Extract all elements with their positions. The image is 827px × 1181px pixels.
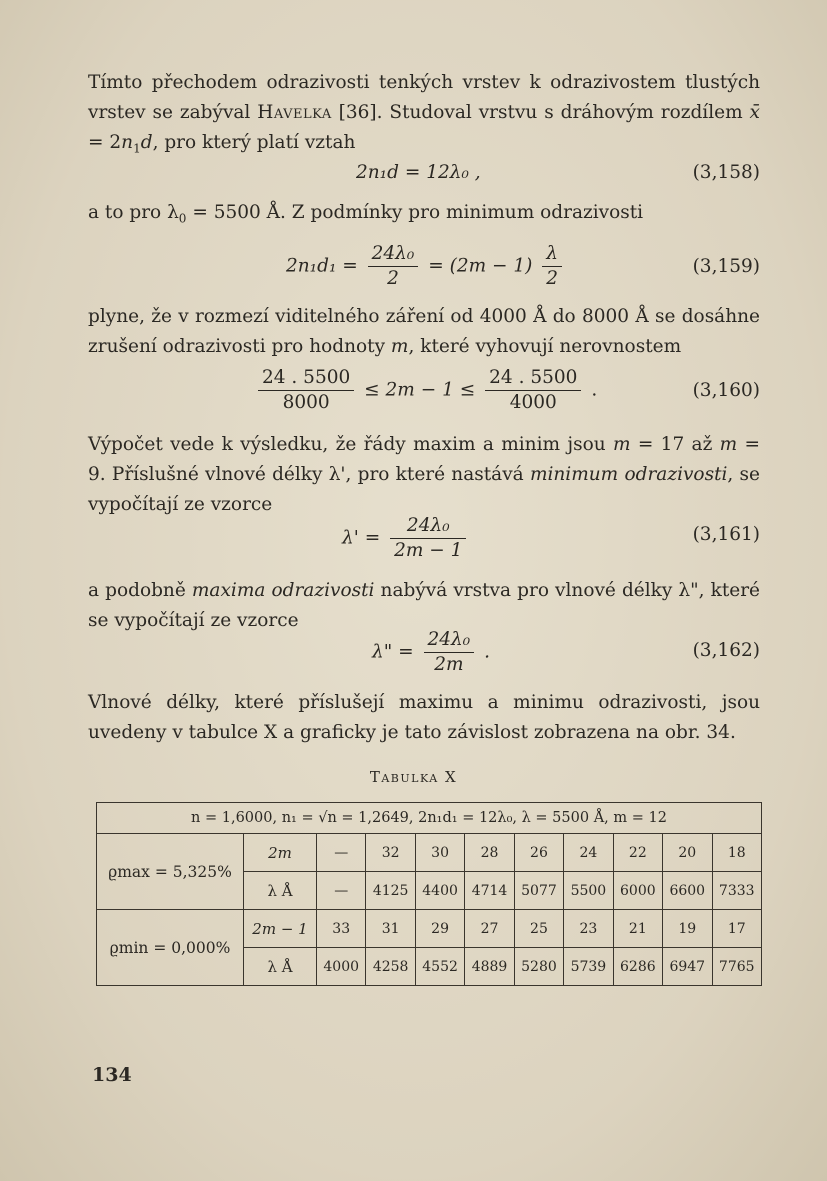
table-cell: 22 — [613, 834, 662, 872]
p2-text: a to pro λ — [88, 202, 179, 223]
table-cell: 17 — [712, 910, 762, 948]
table-cell: 6286 — [613, 948, 662, 986]
p1-xbar: x̄ — [749, 102, 760, 123]
table-cell: 29 — [415, 910, 464, 948]
paragraph-4 — [88, 430, 760, 520]
p4-italic: minimum odrazivosti — [529, 464, 728, 485]
table-cell: 7333 — [712, 872, 762, 910]
p1-text-a: Tímto přechodem odrazivosti tenkých vrstev k odrazivostem tlustých vrstev se zabýval — [88, 72, 760, 123]
table-cell: 4000 — [317, 948, 366, 986]
table-cell: 5739 — [564, 948, 613, 986]
eq160-number: (3,160) — [692, 380, 760, 401]
table-cell: 6000 — [613, 872, 662, 910]
eq160-tail: . — [591, 379, 598, 401]
p1-text-b: [36]. Studoval vrstvu s dráhovým rozdílem — [331, 102, 750, 123]
eq162-tail: . — [484, 641, 490, 663]
table-cell: 4552 — [415, 948, 464, 986]
p4-text-d: , se vypočítají ze vzorce — [88, 464, 760, 515]
table-cell: 4889 — [465, 948, 514, 986]
table-header-row — [97, 803, 762, 834]
p2-rest: = 5500 Å. Z podmínky pro minimum odrazivosti — [186, 202, 644, 223]
eq159-num2: λ — [542, 242, 562, 267]
equation-3-161 — [88, 514, 760, 570]
table-cell: 4400 — [415, 872, 464, 910]
table-cell: 5077 — [514, 872, 563, 910]
eq159-mid: = (2m − 1) — [428, 255, 533, 277]
table-cell: 5280 — [514, 948, 563, 986]
equation-3-159 — [88, 238, 760, 294]
paragraph-5 — [88, 576, 760, 636]
p6-text: Vlnové délky, které příslušejí maximu a minimu odrazivosti, jsou uvedeny v tabulce X a graficky je tato závislost zobrazena na obr. 34. — [88, 692, 760, 743]
p4-m1: m — [612, 434, 631, 455]
eq158-number: (3,158) — [692, 162, 760, 183]
eq159-num1: 24λ₀ — [368, 242, 419, 267]
eq161-den: 2m − 1 — [394, 540, 463, 561]
table-cell: 18 — [712, 834, 762, 872]
eq160-num1: 24 . 5500 — [258, 366, 354, 391]
table-cell: 31 — [366, 910, 415, 948]
eq160-den1: 8000 — [282, 392, 330, 413]
table-cell: 6600 — [663, 872, 712, 910]
table-cell: 27 — [465, 910, 514, 948]
table-cell: 5500 — [564, 872, 613, 910]
p1-n: n — [121, 132, 134, 153]
p1-sub: 1 — [133, 141, 141, 156]
paragraph-2 — [88, 198, 760, 234]
row-label: 2m — [244, 834, 317, 872]
p1-d: d — [140, 132, 153, 153]
min-label: ϱmin = 0,000% — [97, 910, 244, 986]
paragraph-1 — [88, 68, 760, 164]
table-cell: — — [317, 872, 366, 910]
eq160-den2: 4000 — [509, 392, 557, 413]
table-cell: 4714 — [465, 872, 514, 910]
max-label: ϱmax = 5,325% — [97, 834, 244, 910]
table-cell: 19 — [663, 910, 712, 948]
table-cell: 33 — [317, 910, 366, 948]
p3-m: m — [390, 336, 409, 357]
eq160-num2: 24 . 5500 — [485, 366, 581, 391]
equation-3-162 — [88, 628, 760, 684]
p3-text-a: plyne, že v rozmezí viditelného záření od 4000 Å do 8000 Å se dosáhne zrušení odrazivosti pro hodnoty — [88, 306, 760, 357]
paragraph-6 — [88, 688, 760, 748]
table-cell: 24 — [564, 834, 613, 872]
p1-text-c: = 2 — [88, 132, 122, 153]
table-cell: 30 — [415, 834, 464, 872]
eq159-number: (3,159) — [692, 256, 760, 277]
table-row — [97, 834, 762, 872]
table-cell: 28 — [465, 834, 514, 872]
eq158-body: 2n₁d = 12λ₀ , — [356, 162, 481, 183]
paragraph-3 — [88, 302, 760, 362]
eq162-num: 24λ₀ — [424, 628, 475, 653]
eq159-den1: 2 — [387, 268, 399, 289]
eq160-mid: ≤ 2m − 1 ≤ — [364, 379, 476, 401]
p4-text-a: Výpočet vede k výsledku, že řády maxim a minim jsou — [88, 434, 613, 455]
p1-text-g: , pro který platí vztah — [152, 132, 356, 153]
eq161-lhs: λ' = — [342, 527, 381, 549]
table-cell: — — [317, 834, 366, 872]
table-header: n = 1,6000, n₁ = √n = 1,2649, 2n₁d₁ = 12λ₀, λ = 5500 Å, m = 12 — [97, 803, 762, 834]
table-cell: 25 — [514, 910, 563, 948]
table-caption: Tabulka X — [369, 768, 458, 786]
p5-text-a: a podobně — [88, 580, 192, 601]
table-cell: 4125 — [366, 872, 415, 910]
table-cell: 6947 — [663, 948, 712, 986]
table-row — [97, 910, 762, 948]
eq161-number: (3,161) — [692, 524, 760, 545]
eq162-den: 2m — [434, 654, 464, 675]
table-cell: 23 — [564, 910, 613, 948]
data-table — [96, 802, 762, 986]
table-cell: 7765 — [712, 948, 762, 986]
p4-m2: m — [719, 434, 738, 455]
p4-text-b: = 17 až — [630, 434, 720, 455]
p3-text-b: , které vyhovují nerovnostem — [408, 336, 682, 357]
eq162-lhs: λ" = — [372, 641, 414, 663]
table-cell: 26 — [514, 834, 563, 872]
eq159-den2: 2 — [546, 268, 559, 289]
row-label: λ Å — [244, 948, 317, 986]
table-cell: 32 — [366, 834, 415, 872]
page-number: 134 — [92, 1064, 132, 1086]
p5-italic: maxima odrazivosti — [191, 580, 375, 601]
p4-text-c: = 9. Příslušné vlnové délky λ', pro které nastává — [88, 434, 761, 485]
equation-3-158 — [88, 158, 760, 198]
eq162-number: (3,162) — [692, 640, 760, 661]
author-name: Havelka — [257, 102, 332, 123]
eq159-lhs: 2n₁d₁ = — [286, 255, 358, 277]
row-label: 2m − 1 — [244, 910, 317, 948]
equation-3-160 — [88, 366, 760, 422]
p5-text-b: nabývá vrstva pro vlnové délky λ", které se vypočítají ze vzorce — [88, 580, 761, 631]
table-cell: 21 — [613, 910, 662, 948]
eq161-num: 24λ₀ — [390, 514, 466, 539]
table-cell: 20 — [663, 834, 712, 872]
table-cell: 4258 — [366, 948, 415, 986]
p2-sub: 0 — [178, 211, 187, 226]
row-label: λ Å — [244, 872, 317, 910]
